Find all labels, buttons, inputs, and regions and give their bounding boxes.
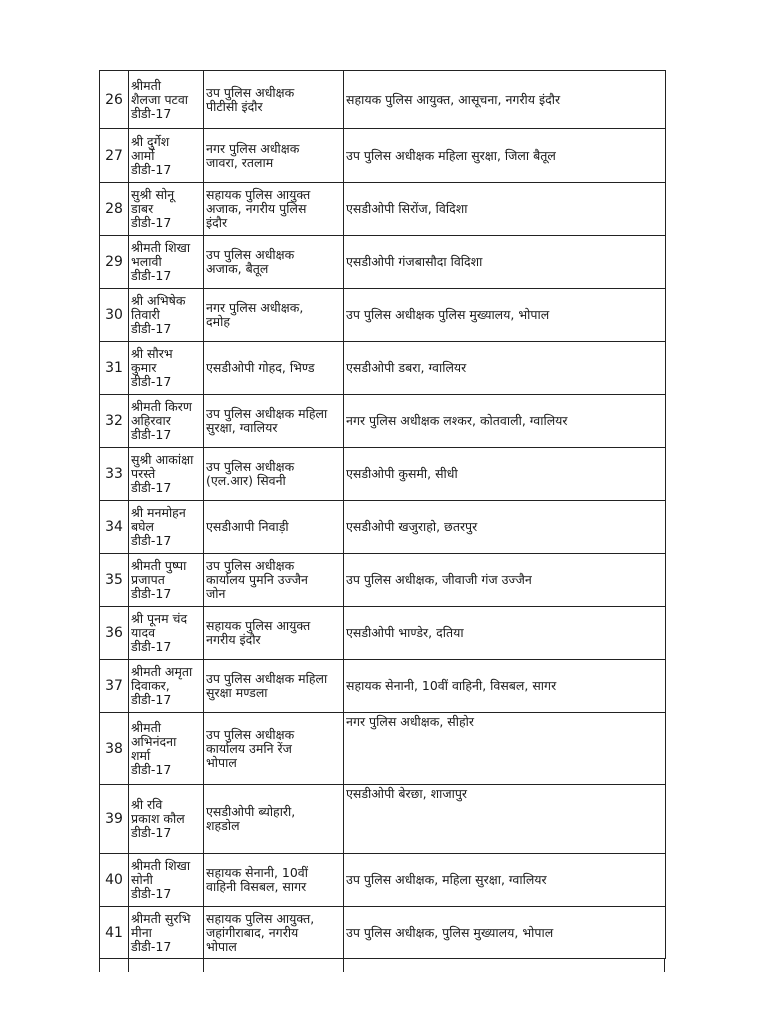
serial-number-cell: 38 [100,713,129,785]
table-row [100,289,666,342]
officer-name-cell: श्रीमती शिखा सोनी डीडी-17 [129,854,204,907]
officer-name-cell: श्री दुर्गेश आर्मो डीडी-17 [129,129,204,183]
officer-name-cell: श्री पूनम चंद यादव डीडी-17 [129,607,204,660]
officer-name-cell: श्रीमती पुष्पा प्रजापत डीडी-17 [129,554,204,607]
officer-name-cell: श्रीमती अभिनंदना शर्मा डीडी-17 [129,713,204,785]
serial-number-cell: 32 [100,395,129,448]
current-posting-cell: सहायक पुलिस आयुक्त, जहांगीराबाद, नगरीय भोपाल [204,907,344,959]
serial-number-cell: 26 [100,71,129,129]
current-posting-cell: सहायक पुलिस आयुक्त नगरीय इंदौर [204,607,344,660]
current-posting-cell: उप पुलिस अधीक्षक कार्यालय उमनि रेंज भोपाल [204,713,344,785]
current-posting-cell: उप पुलिस अधीक्षक महिला सुरक्षा मण्डला [204,660,344,713]
serial-number-cell: 41 [100,907,129,959]
officer-name-cell: श्रीमती शिखा भलावी डीडी-17 [129,236,204,289]
officer-name-cell: श्री मनमोहन बघेल डीडी-17 [129,501,204,554]
officer-name-cell: श्रीमती शैलजा पटवा डीडी-17 [129,71,204,129]
current-posting-cell: उप पुलिस अधीक्षक महिला सुरक्षा, ग्वालियर [204,395,344,448]
officer-name-cell: श्रीमती किरण अहिरवार डीडी-17 [129,395,204,448]
serial-number-cell: 33 [100,448,129,501]
new-posting-cell: उप पुलिस अधीक्षक महिला सुरक्षा, जिला बैतूल [344,129,666,183]
serial-number-cell: 28 [100,183,129,236]
serial-number-cell: 29 [100,236,129,289]
new-posting-cell: एसडीओपी डबरा, ग्वालियर [344,342,666,395]
serial-number-cell: 36 [100,607,129,660]
new-posting-cell: सहायक सेनानी, 10वीं वाहिनी, विसबल, सागर [344,660,666,713]
table-row [100,236,666,289]
table-row [100,785,666,854]
current-posting-cell: नगर पुलिस अधीक्षक जावरा, रतलाम [204,129,344,183]
current-posting-cell: उप पुलिस अधीक्षक (एल.आर) सिवनी [204,448,344,501]
new-posting-cell: एसडीओपी भाण्डेर, दतिया [344,607,666,660]
new-posting-cell: एसडीओपी गंजबासौदा विदिशा [344,236,666,289]
officer-name-cell: श्रीमती अमृता दिवाकर, डीडी-17 [129,660,204,713]
table-row [100,854,666,907]
new-posting-cell: एसडीओपी बेरछा, शाजापुर [344,785,666,854]
table-row [100,71,666,129]
officer-name-cell: सुश्री सोनू डाबर डीडी-17 [129,183,204,236]
table-row [100,554,666,607]
current-posting-cell: एसडीओपी गोहद, भिण्ड [204,342,344,395]
current-posting-cell: सहायक पुलिस आयुक्त अजाक, नगरीय पुलिस इंदौर [204,183,344,236]
serial-number-cell: 31 [100,342,129,395]
new-posting-cell: एसडीओपी कुसमी, सीधी [344,448,666,501]
table-body [100,71,666,959]
table-row [100,713,666,785]
new-posting-cell: उप पुलिस अधीक्षक, जीवाजी गंज उज्जैन [344,554,666,607]
transfer-list-table [99,70,666,959]
new-posting-cell: सहायक पुलिस आयुक्त, आसूचना, नगरीय इंदौर [344,71,666,129]
current-posting-cell: उप पुलिस अधीक्षक पीटीसी इंदौर [204,71,344,129]
table-row [100,501,666,554]
serial-number-cell: 35 [100,554,129,607]
officer-name-cell: श्री सौरभ कुमार डीडी-17 [129,342,204,395]
table-row [100,907,666,959]
table-row [100,660,666,713]
serial-number-cell: 37 [100,660,129,713]
current-posting-cell: एसडीओपी ब्योहारी, शहडोल [204,785,344,854]
current-posting-cell: नगर पुलिस अधीक्षक, दमोह [204,289,344,342]
officer-name-cell: श्रीमती सुरभि मीना डीडी-17 [129,907,204,959]
new-posting-cell: एसडीओपी सिरोंज, विदिशा [344,183,666,236]
serial-number-cell: 40 [100,854,129,907]
table-row [100,607,666,660]
table-row [100,129,666,183]
table-row [100,448,666,501]
serial-number-cell: 30 [100,289,129,342]
current-posting-cell: सहायक सेनानी, 10वीं वाहिनी विसबल, सागर [204,854,344,907]
table-row [100,342,666,395]
next-row-border-stub [99,958,665,972]
serial-number-cell: 34 [100,501,129,554]
serial-number-cell: 27 [100,129,129,183]
current-posting-cell: उप पुलिस अधीक्षक कार्यालय पुमनि उज्जैन जोन [204,554,344,607]
officer-name-cell: श्री अभिषेक तिवारी डीडी-17 [129,289,204,342]
new-posting-cell: उप पुलिस अधीक्षक पुलिस मुख्यालय, भोपाल [344,289,666,342]
transfer-list-table-container [99,70,665,959]
new-posting-cell: उप पुलिस अधीक्षक, महिला सुरक्षा, ग्वालियर [344,854,666,907]
new-posting-cell: उप पुलिस अधीक्षक, पुलिस मुख्यालय, भोपाल [344,907,666,959]
table-row [100,395,666,448]
current-posting-cell: एसडीआपी निवाड़ी [204,501,344,554]
new-posting-cell: नगर पुलिस अधीक्षक, सीहोर [344,713,666,785]
current-posting-cell: उप पुलिस अधीक्षक अजाक, बैतूल [204,236,344,289]
serial-number-cell: 39 [100,785,129,854]
officer-name-cell: श्री रवि प्रकाश कौल डीडी-17 [129,785,204,854]
new-posting-cell: एसडीओपी खजुराहो, छतरपुर [344,501,666,554]
officer-name-cell: सुश्री आकांक्षा परस्ते डीडी-17 [129,448,204,501]
new-posting-cell: नगर पुलिस अधीक्षक लश्कर, कोतवाली, ग्वालियर [344,395,666,448]
table-row [100,183,666,236]
